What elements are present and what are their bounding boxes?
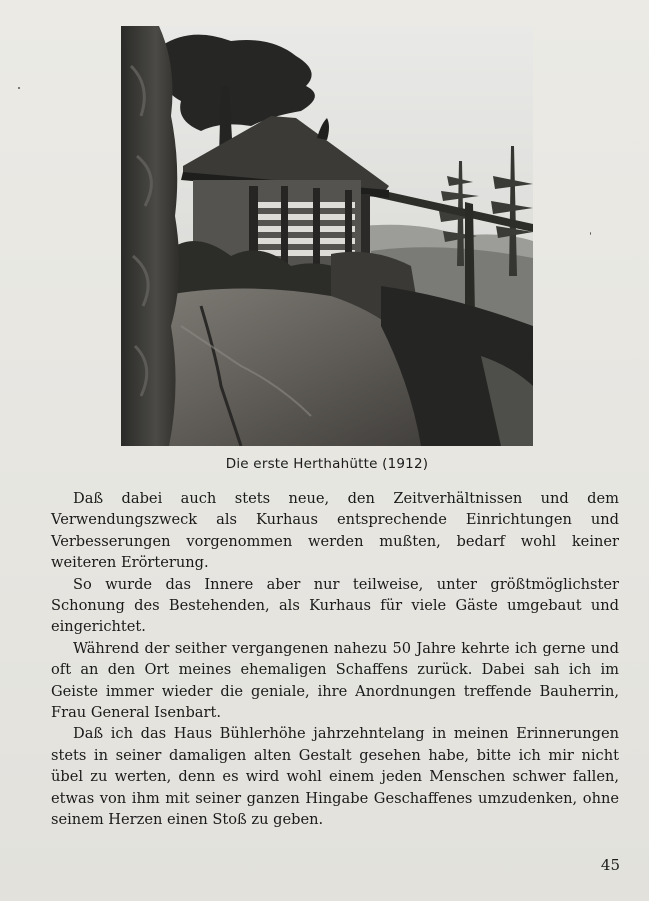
paragraph: So wurde das Innere aber nur teilweise, unter größtmöglichster Schonung des Bestehenden, als Kurhaus für viele Gäste umgebaut und eingerichtet. (51, 575, 619, 636)
historic-photo (121, 26, 533, 446)
paper-speck (18, 87, 20, 89)
paragraph: Daß dabei auch stets neue, den Zeitverhältnissen und dem Verwendungszweck als Kurhaus entsprechende Einrichtungen und Verbesserungen vorgenommen werden mußten, bedarf wohl keiner weiteren Erörterung. (51, 490, 619, 572)
page-number: 45 (600, 856, 620, 874)
paragraph: Während der seither vergangenen nahezu 50 Jahre kehrte ich gerne und oft an den Ort meines ehemaligen Schaffens zurück. Dabei sah ich im Geiste immer wieder die geniale, ihre Anordnungen treffende Bauherrin, Frau General Isenbart. (51, 639, 619, 722)
body-text (51, 488, 619, 831)
paragraph: Daß ich das Haus Bühlerhöhe jahrzehntelang in meinen Erinnerungen stets in seiner damaligen alten Gestalt gesehen habe, bitte ich mir nicht übel zu werten, denn es wird wohl einem jeden Menschen schwer fallen, etwas von ihm mit seiner ganzen Hingabe Geschaffenes umzudenken, ohne seinem Herzen einen Stoß zu geben. (51, 725, 619, 829)
paper-speck (590, 232, 591, 235)
photo-caption: Die erste Herthahütte (1912) (225, 456, 429, 472)
photo-herthahuette-image (121, 26, 533, 446)
